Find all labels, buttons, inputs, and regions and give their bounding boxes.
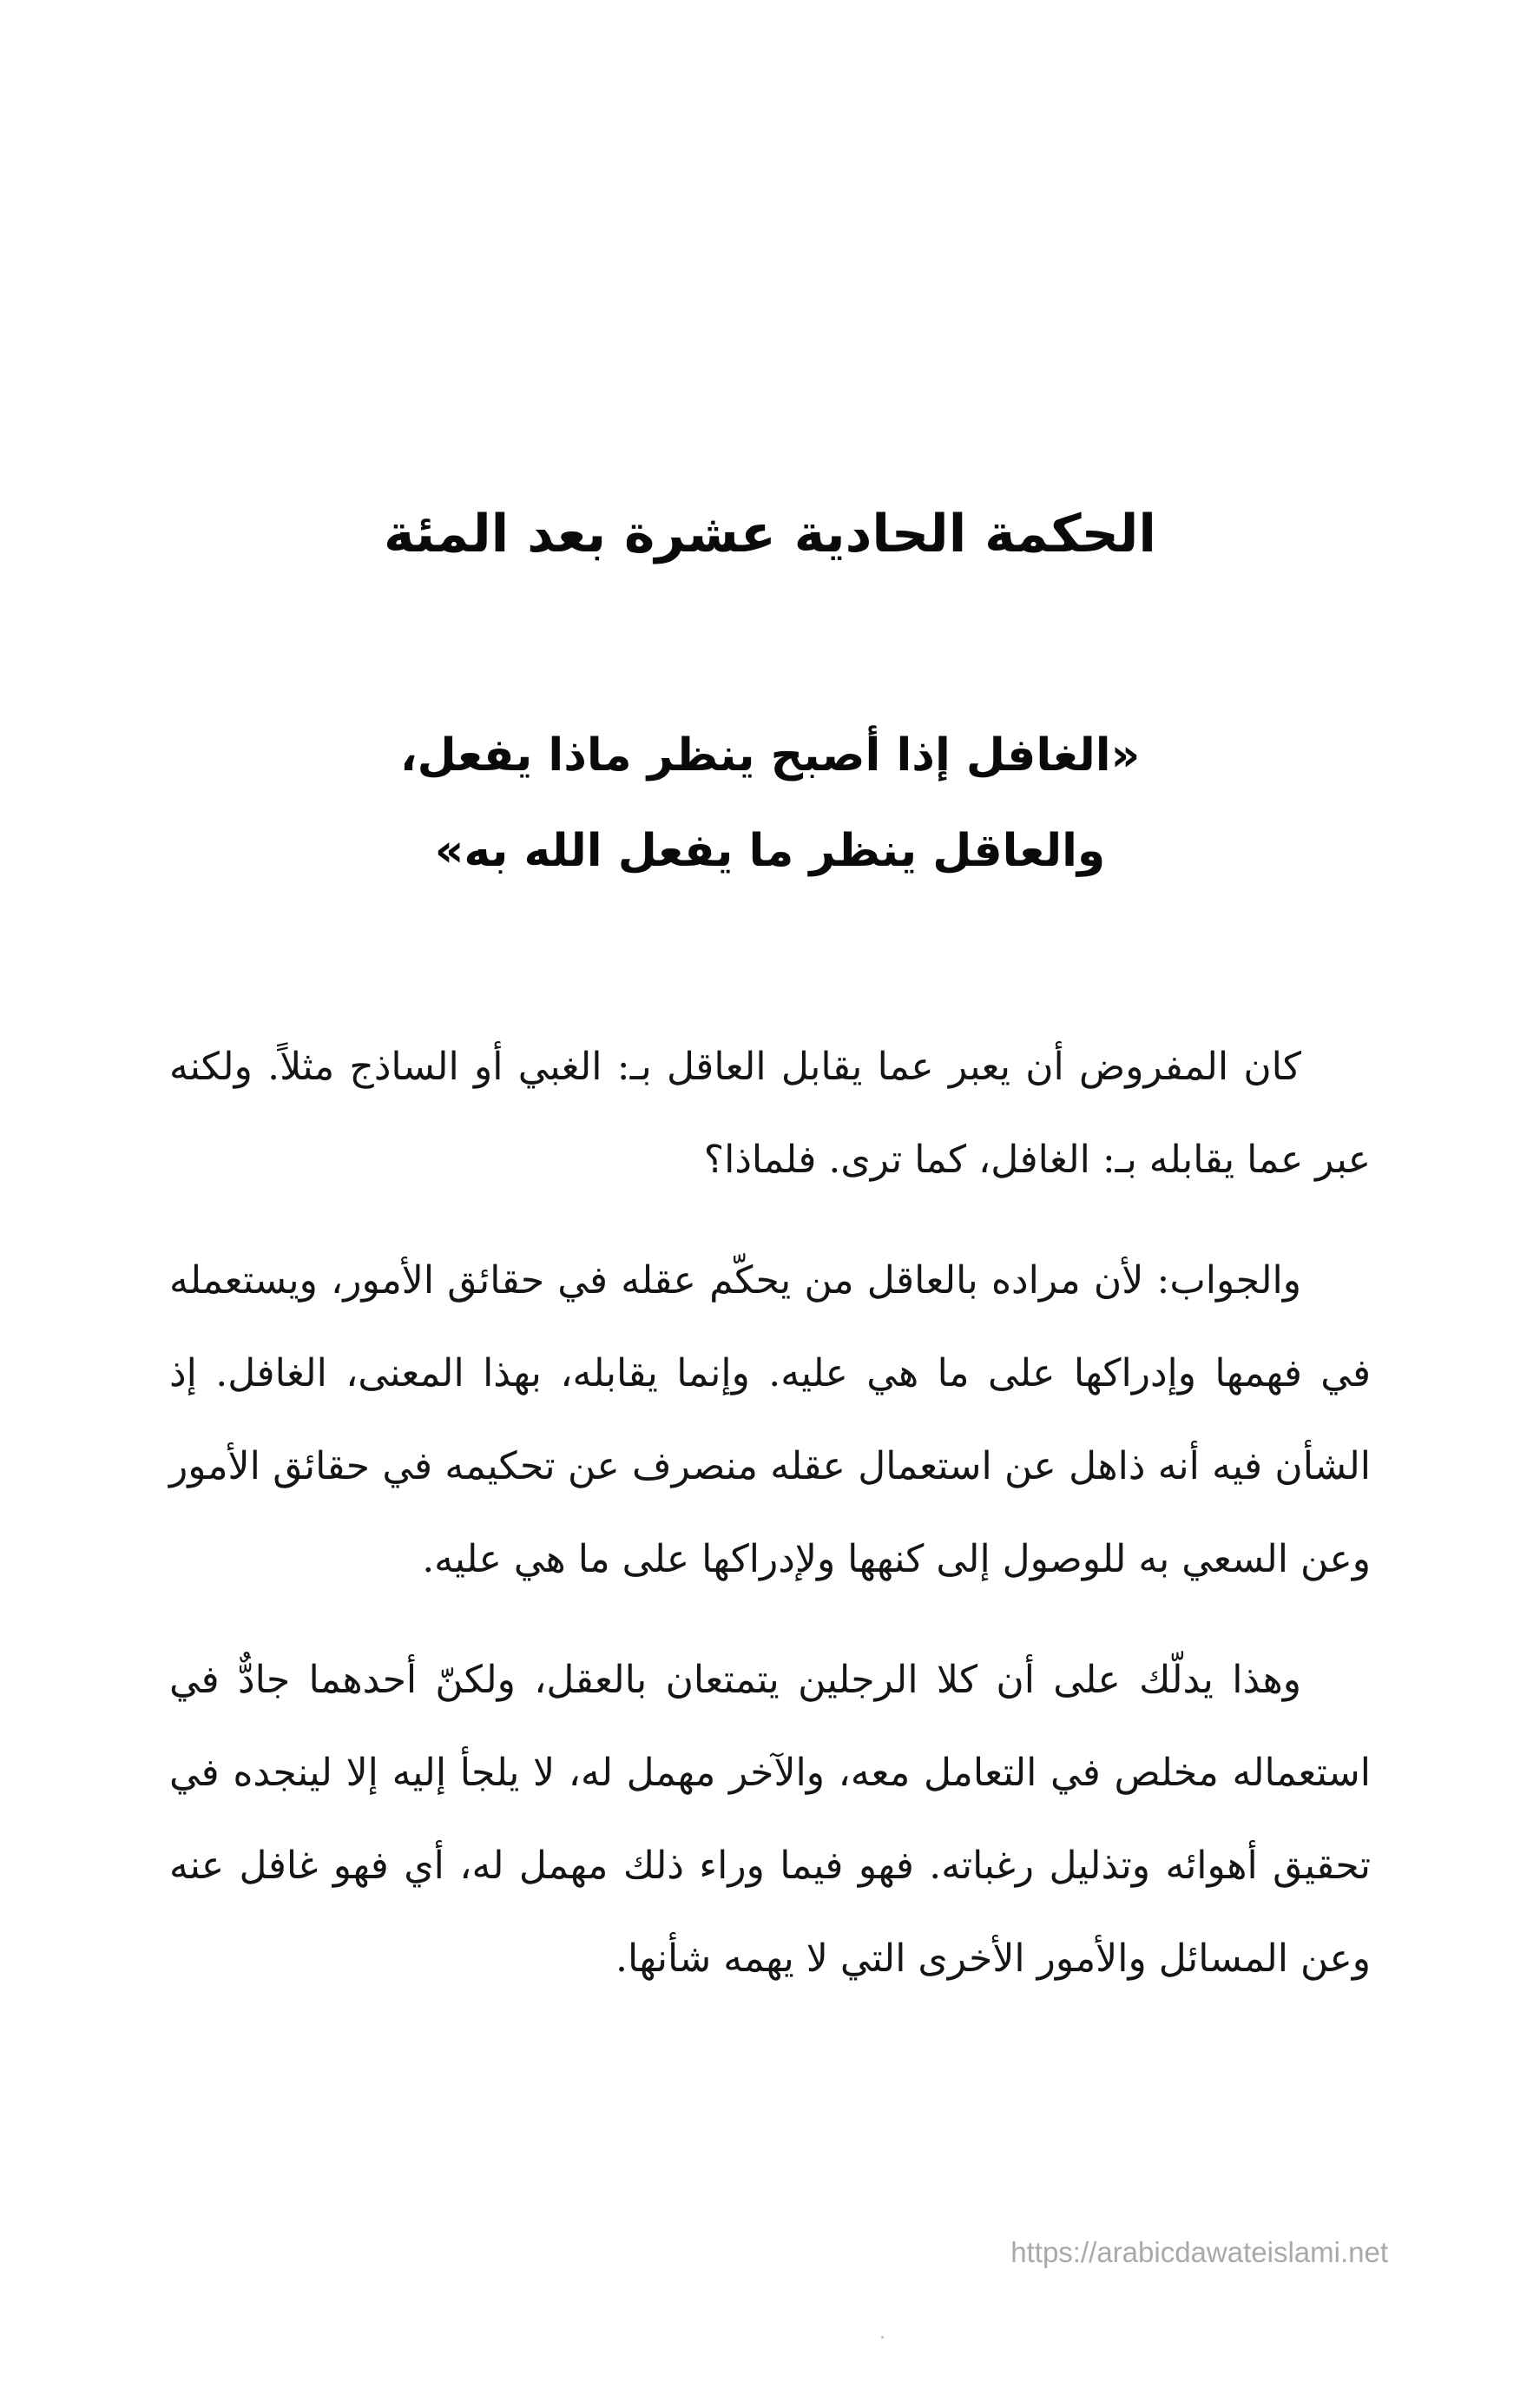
chapter-title: الحكمة الحادية عشرة بعد المئة xyxy=(383,504,1156,564)
maxim-quote xyxy=(226,708,1314,899)
maxim-line-2: والعاقل ينظر ما يفعل الله به» xyxy=(434,825,1106,877)
paragraph-2: والجواب: لأن مراده بالعاقل من يحكّم عقله في حقائق الأمور، ويستعمله في فهمها وإدراكها على ما هي عليه. وإنما يقابله، بهذا المعنى، الغافل. إذ الشأن فيه أنه ذاهل عن استعمال عقله منصرف عن تحكيمه في حقائق الأمور وعن السعي به للوصول إلى كنهها ولإدراكها على ما هي عليه. xyxy=(169,1258,1371,1581)
commentary-body xyxy=(169,1020,1371,2033)
watermark-url: https://arabicdawateislami.net xyxy=(1010,2236,1388,2268)
maxim-line-1: «الغافل إذا أصبح ينظر ماذا يفعل، xyxy=(399,729,1141,782)
paragraph-1: كان المفروض أن يعبر عما يقابل العاقل بـ: الغبي أو الساذج مثلاً. ولكنه عبر عما يقابله بـ: الغافل، كما ترى. فلماذا؟ xyxy=(169,1045,1371,1182)
paragraph-3: وهذا يدلّك على أن كلا الرجلين يتمتعان بالعقل، ولكنّ أحدهما جادٌّ في استعماله مخلص في التعامل معه، والآخر مهمل له، لا يلجأ إليه إلا لينجده في تحقيق أهوائه وتذليل رغباته. فهو فيما وراء ذلك مهمل له، أي فهو غافل عنه وعن المسائل والأمور الأخرى التي لا يهمه شأنها. xyxy=(169,1658,1371,1981)
page-mark xyxy=(881,2336,884,2339)
